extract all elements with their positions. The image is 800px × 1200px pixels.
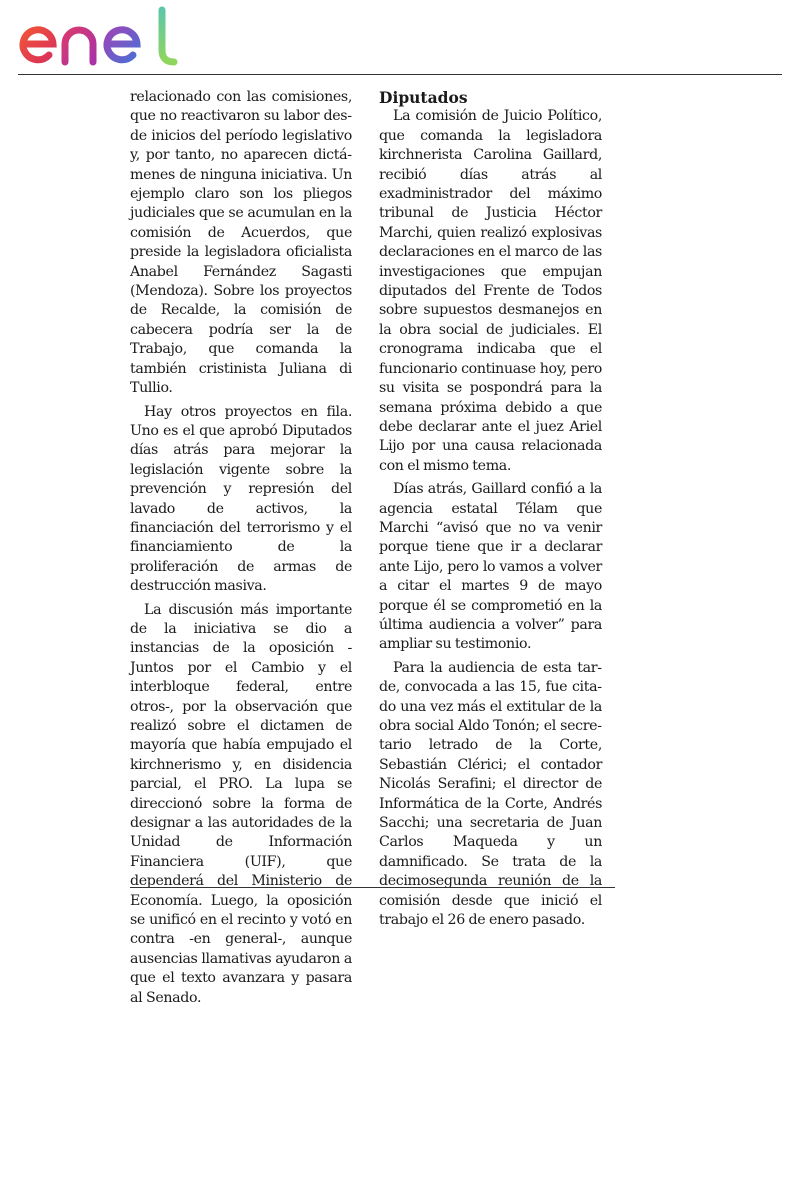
logo-letter-n — [65, 30, 93, 62]
paragraph: La comisión de Juicio Político, que comanda la legisladora kirchnerista Carolina Gaillard, recibió días atrás al exadministrador del máximo tribunal de Justicia Héctor Marchi, quien realizó explosivas declaraciones en el marco de las investigaciones que empujan diputados del Frente de Todos sobre supuestos desmanejos en la obra social de judiciales. El cronograma indicaba que el funcionario continuase hoy, pero su visita se pospondrá para la semana próxima debido a que debe declarar ante el juez Ariel Lijo por una causa relacionada con el mismo tema. — [379, 108, 602, 474]
paragraph: Días atrás, Gaillard confió a la agencia estatal Télam que Marchi “avisó que no va venir porque tiene que ir a declarar ante Lijo, pero lo vamos a volver a citar el martes 9 de mayo porque él se comprometió en la última audiencia a volver” para ampliar su testimonio. — [379, 481, 602, 653]
section-heading: Diputados — [379, 88, 468, 107]
header-divider — [18, 74, 782, 75]
logo-letter-e2 — [107, 30, 137, 60]
paragraph: Para la audiencia de esta tarde, convocada a las 15, fue citado una vez más el extitular de la obra social Aldo Tonón; el secretario letrado de la Corte, Sebastián Clérici; el contador Nicolás Serafini; el director de Informática de la Corte, Andrés Sacchi; una secretaria de Juan Carlos Maqueda y un damnificado. Se trata de la decimosegunda reunión de la comisión desde que inició el trabajo el 26 de enero pasado. — [379, 659, 602, 929]
logo-letter-l — [162, 10, 174, 62]
article-end-divider — [130, 887, 615, 888]
article-column-left — [130, 88, 352, 1012]
paragraph: relacionado con las comisiones, que no reactivaron su labor desde inicios del período legislativo y, por tanto, no aparecen dictámenes de ninguna iniciativa. Un ejemplo claro son los pliegos judiciales que se acumulan en la comisión de Acuerdos, que preside la legisladora oficialista Anabel Fernández Sagasti (Mendoza). Sobre los proyectos de Recalde, la comisión de cabecera podría ser la de Trabajo, que comanda la también cristinista Juliana di Tullio. — [130, 89, 352, 397]
paragraph: Hay otros proyectos en fila. Uno es el que aprobó Diputados días atrás para mejorar la legislación vigente sobre la prevención y represión del lavado de activos, la financiación del terrorismo y el financiamiento de la proliferación de armas de destrucción masiva. — [130, 403, 352, 595]
paragraph: La discusión más importante de la iniciativa se dio a instancias de la oposición -Juntos por el Cambio y el interbloque federal, entre otros-, por la observación que realizó sobre el dictamen de mayoría que había empujado el kirchnerismo y, en disidencia parcial, el PRO. La lupa se direccionó sobre la forma de designar a las autoridades de la Unidad de Información Financiera (UIF), que dependerá del Ministerio de Economía. Luego, la oposición se unificó en el recinto y votó en contra -en general-, aunque ausencias llamativas ayudaron a que el texto avanzara y pasara al Senado. — [130, 601, 352, 1006]
enel-logo — [18, 6, 180, 68]
logo-letter-e1 — [23, 30, 53, 60]
article-column-right — [379, 88, 602, 934]
